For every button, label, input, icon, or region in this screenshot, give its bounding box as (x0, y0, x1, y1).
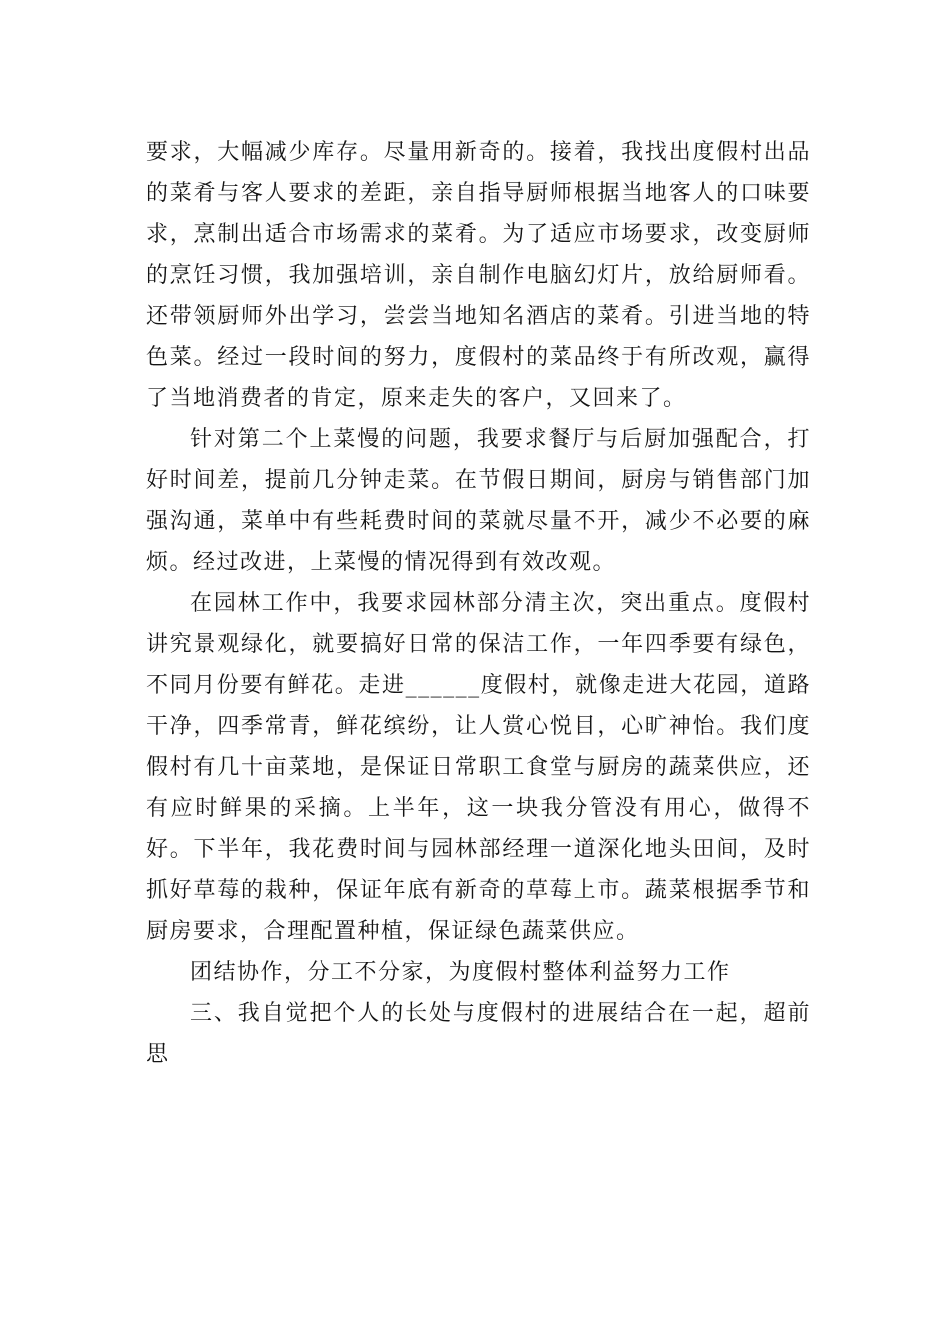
paragraph-2: 针对第二个上菜慢的问题，我要求餐厅与后厨加强配合，打好时间差，提前几分钟走菜。在节假日期间，厨房与销售部门加强沟通，菜单中有些耗费时间的菜就尽量不开，减少不必要的麻烦。经过改进，上菜慢的情况得到有效改观。 (146, 427, 811, 575)
document-body (146, 132, 811, 1075)
section-heading: 团结协作，分工不分家，为度假村整体利益努力工作 (190, 960, 731, 985)
paragraph-1: 要求，大幅减少库存。尽量用新奇的。接着，我找出度假村出品的菜肴与客人要求的差距，亲自指导厨师根据当地客人的口味要求，烹制出适合市场需求的菜肴。为了适应市场要求，改变厨师的烹饪习惯，我加强培训，亲自制作电脑幻灯片，放给厨师看。还带领厨师外出学习，尝尝当地知名酒店的菜肴。引进当地的特色菜。经过一段时间的努力，度假村的菜品终于有所改观，赢得了当地消费者的肯定，原来走失的客户，又回来了。 (146, 140, 811, 411)
paragraph-4: 三、我自觉把个人的长处与度假村的进展结合在一起，超前思 (146, 1001, 811, 1067)
paragraph-3: 在园林工作中，我要求园林部分清主次，突出重点。度假村讲究景观绿化，就要搞好日常的保洁工作，一年四季要有绿色，不同月份要有鲜花。走进______度假村，就像走进大花园，道路干净，四季常青，鲜花缤纷，让人赏心悦目，心旷神怡。我们度假村有几十亩菜地，是保证日常职工食堂与厨房的蔬菜供应，还有应时鲜果的采摘。上半年，这一块我分管没有用心，做得不好。下半年，我花费时间与园林部经理一道深化地头田间，及时抓好草莓的栽种，保证年底有新奇的草莓上市。蔬菜根据季节和厨房要求，合理配置种植，保证绿色蔬菜供应。 (146, 591, 811, 944)
